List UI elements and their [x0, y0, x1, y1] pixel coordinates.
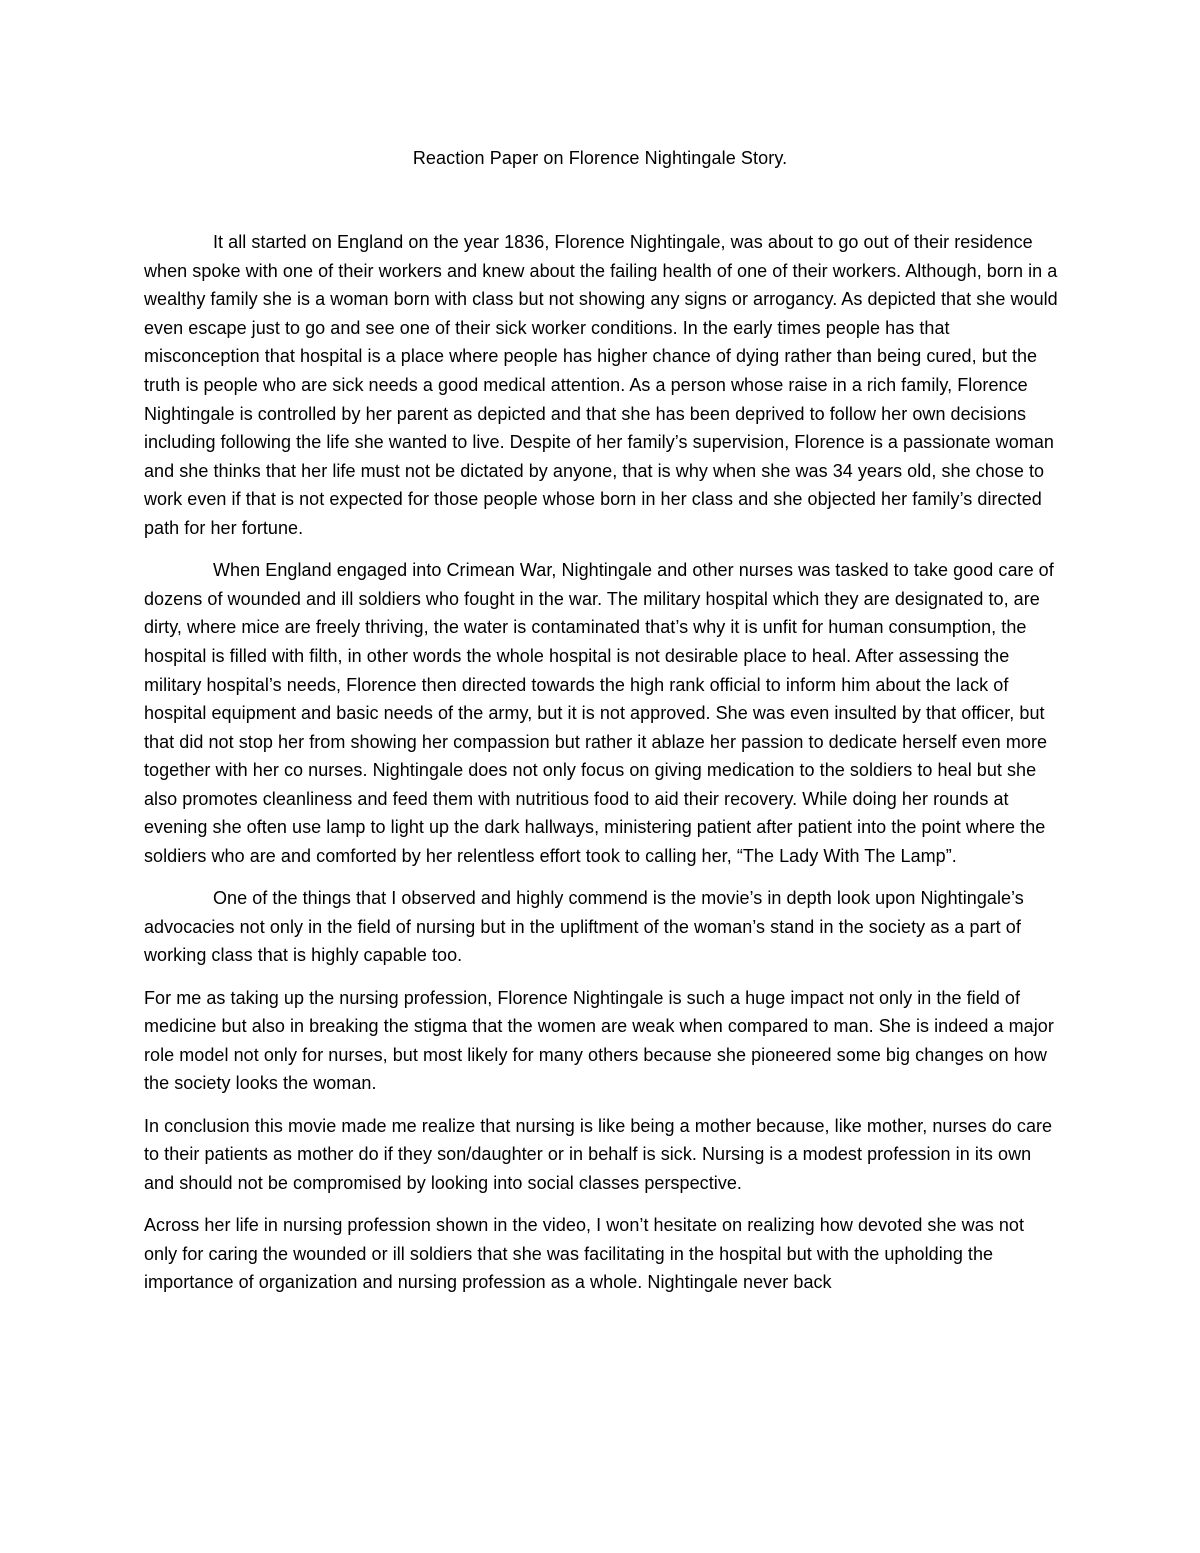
document-body: [144, 228, 1060, 1297]
paragraph-1: It all started on England on the year 1836, Florence Nightingale, was about to go out of their residence when spoke with one of their workers and knew about the failing health of one of their workers. Although, born in a wealthy family she is a woman born with class but not showing any signs or arrogancy. As depicted that she would even escape just to go and see one of their sick worker conditions. In the early times people has that misconception that hospital is a place where people has higher chance of dying rather than being cured, but the truth is people who are sick needs a good medical attention. As a person whose raise in a rich family, Florence Nightingale is controlled by her parent as depicted and that she has been deprived to follow her own decisions including following the life she wanted to live. Despite of her family’s supervision, Florence is a passionate woman and she thinks that her life must not be dictated by anyone, that is why when she was 34 years old, she chose to work even if that is not expected for those people whose born in her class and she objected her family’s directed path for her fortune.: [144, 232, 1058, 538]
paragraph-5: In conclusion this movie made me realize that nursing is like being a mother because, like mother, nurses do care to their patients as mother do if they son/daughter or in behalf is sick. Nursing is a modest profession in its own and should not be compromised by looking into social classes perspective.: [144, 1115, 1053, 1193]
paragraph-6: Across her life in nursing profession shown in the video, I won’t hesitate on realizing how devoted she was not only for caring the wounded or ill soldiers that she was facilitating in the hospital but with the upholding the importance of organization and nursing profession as a whole. Nightingale never back: [144, 1214, 1025, 1293]
paragraph-3: One of the things that I observed and highly commend is the movie’s in depth look upon Nightingale’s advocacies not only in the field of nursing but in the upliftment of the woman’s stand in the society as a part of working class that is highly capable too.: [144, 888, 1024, 966]
document-title: Reaction Paper on Florence Nightingale Story.: [412, 148, 788, 168]
paragraph-2: When England engaged into Crimean War, Nightingale and other nurses was tasked to take good care of dozens of wounded and ill soldiers who fought in the war. The military hospital which they are designated to, are dirty, where mice are freely thriving, the water is contaminated that’s why it is unfit for human consumption, the hospital is filled with filth, in other words the whole hospital is not desirable place to heal. After assessing the military hospital’s needs, Florence then directed towards the high rank official to inform him about the lack of hospital equipment and basic needs of the army, but it is not approved. She was even insulted by that officer, but that did not stop her from showing her compassion but rather it ablaze her passion to dedicate herself even more together with her co nurses. Nightingale does not only focus on giving medication to the soldiers to heal but she also promotes cleanliness and feed them with nutritious food to aid their recovery. While doing her rounds at evening she often use lamp to light up the dark hallways, ministering patient after patient into the point where the soldiers who are and comforted by her relentless effort took to calling her, “The Lady With The Lamp”.: [144, 560, 1054, 867]
paragraph-4: For me as taking up the nursing profession, Florence Nightingale is such a huge impact not only in the field of medicine but also in breaking the stigma that the women are weak when compared to man. She is indeed a major role model not only for nurses, but most likely for many others because she pioneered some big changes on how the society looks the woman.: [144, 987, 1054, 1094]
